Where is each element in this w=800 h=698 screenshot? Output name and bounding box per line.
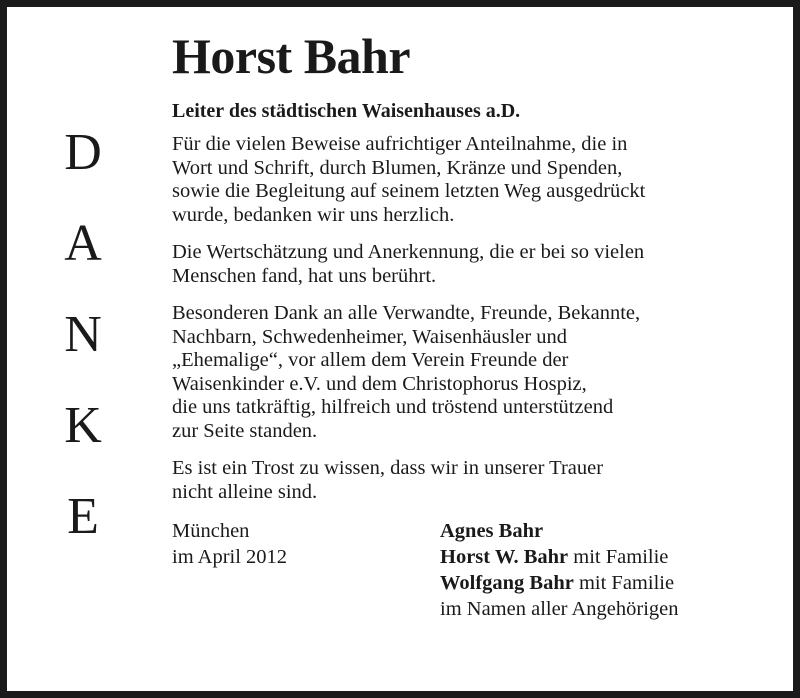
closing-line: im Namen aller Angehörigen — [440, 598, 679, 620]
text-line: nicht alleine sind. — [172, 480, 318, 503]
date: im April 2012 — [172, 546, 288, 568]
signatory-name: Agnes Bahr — [440, 520, 544, 542]
signatory-suffix: mit Familie — [568, 546, 669, 568]
text-line: Für die vielen Beweise aufrichtiger Anteilnahme, die in — [172, 133, 628, 155]
notice-content — [172, 28, 772, 620]
danke-letter: N — [64, 306, 102, 363]
place: München — [172, 520, 250, 542]
text-line: Wort und Schrift, durch Blumen, Kränze und Spenden, — [172, 156, 623, 179]
deceased-name: Horst Bahr — [172, 28, 411, 84]
paragraph-thanks — [172, 133, 772, 227]
danke-letter: A — [64, 215, 102, 272]
danke-letter: K — [64, 397, 102, 454]
text-line: Es ist ein Trost zu wissen, dass wir in unserer Trauer — [172, 457, 604, 479]
signatory-name: Horst W. Bahr — [440, 546, 569, 568]
danke-vertical — [53, 124, 113, 582]
text-line: Die Wertschätzung und Anerkennung, die er bei so vielen — [172, 241, 645, 263]
text-line: „Ehemalige“, vor allem dem Verein Freunde der — [172, 349, 569, 371]
text-line: sowie die Begleitung auf seinem letzten Weg ausgedrückt — [172, 180, 646, 202]
signatory-name: Wolfgang Bahr — [440, 572, 574, 594]
paragraph-appreciation — [172, 241, 772, 288]
paragraph-special-thanks — [172, 302, 772, 443]
signatories — [440, 518, 679, 622]
text-line: Menschen fand, hat uns berührt. — [172, 264, 437, 287]
text-line: die uns tatkräftig, hilfreich und tröstend unterstützend — [172, 396, 614, 418]
signatory — [440, 518, 679, 544]
deceased-title: Leiter des städtischen Waisenhauses a.D. — [172, 100, 521, 122]
signatory — [440, 570, 679, 596]
signatory-suffix: mit Familie — [573, 572, 675, 594]
signature-block — [172, 518, 772, 618]
danke-letter: D — [64, 124, 102, 181]
text-line: zur Seite standen. — [172, 419, 318, 442]
signatory — [440, 544, 679, 570]
text-line: Waisenkinder e.V. und dem Christophorus Hospiz, — [172, 372, 587, 395]
text-line: Besonderen Dank an alle Verwandte, Freunde, Bekannte, — [172, 302, 641, 324]
place-date — [172, 518, 287, 570]
paragraph-comfort — [172, 457, 772, 504]
danke-letter: E — [67, 488, 99, 545]
text-line: Nachbarn, Schwedenheimer, Waisenhäusler und — [172, 325, 568, 348]
text-line: wurde, bedanken wir uns herzlich. — [172, 203, 455, 226]
